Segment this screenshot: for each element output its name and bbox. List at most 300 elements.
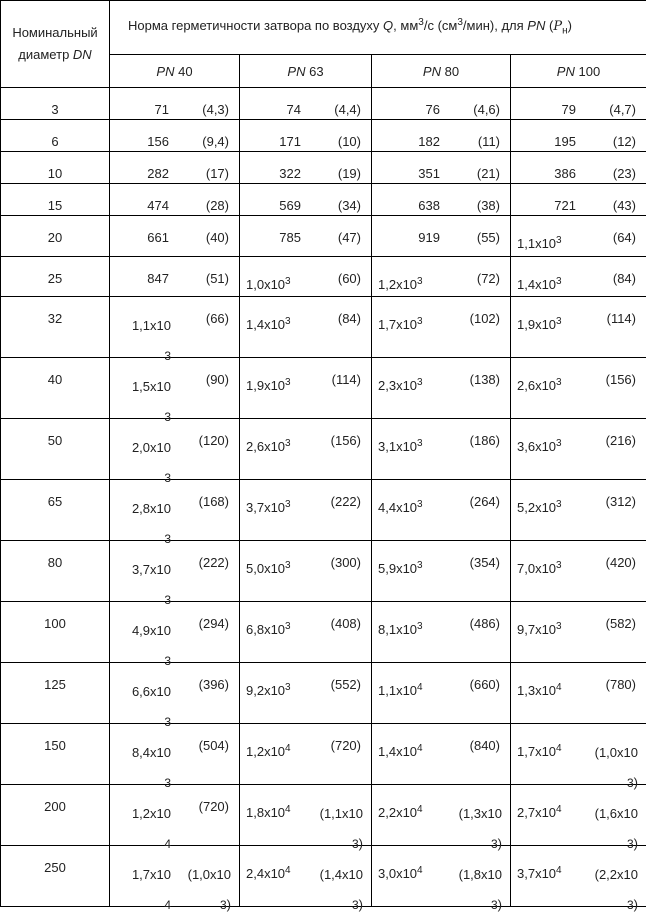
dn-cell: 3 <box>1 88 110 120</box>
cm3-value-mantissa: (2,2x10 <box>595 867 638 882</box>
cm3-value-exponent: 3 <box>627 898 634 912</box>
value-cell <box>372 541 511 602</box>
mm3-value: 721 <box>554 198 576 213</box>
value-cell <box>372 602 511 663</box>
mm3-value <box>246 277 291 292</box>
value-cell <box>110 184 240 216</box>
mm3-value <box>378 683 423 698</box>
value-cell <box>240 541 372 602</box>
value-cell <box>240 257 372 297</box>
cm3-value: (55) <box>477 230 500 245</box>
header-row <box>1 1 646 55</box>
value-cell <box>240 120 372 152</box>
table-row <box>1 663 646 724</box>
p-sub: н <box>562 26 568 37</box>
mm3-value-mantissa: 2,6x10 <box>517 378 556 393</box>
norm-header <box>110 1 646 55</box>
cm3-value-close: ) <box>634 775 638 790</box>
value-cell <box>372 184 511 216</box>
cm3-value: (19) <box>338 166 361 181</box>
mm3-value: 182 <box>418 134 440 149</box>
mm3-value-exponent: 3 <box>285 316 291 327</box>
value-cell <box>240 785 372 846</box>
mm3-value-exponent: 4 <box>417 804 423 815</box>
value-cell <box>511 120 646 152</box>
mm3-value-exponent: 3 <box>556 560 562 571</box>
cm3-value-close: ) <box>359 897 363 912</box>
dn-cell: 200 <box>1 785 110 846</box>
mm3-value-mantissa: 4,9x10 <box>132 623 171 638</box>
mm3-value-mantissa: 1,1x10 <box>378 683 417 698</box>
mm3-value-mantissa: 1,7x10 <box>378 317 417 332</box>
cm3-value: (51) <box>206 271 229 286</box>
value-cell <box>511 184 646 216</box>
cm3-value-mantissa: (1,8x10 <box>459 867 502 882</box>
mm3-value: 569 <box>279 198 301 213</box>
table-body <box>1 88 646 907</box>
cm3-value-mantissa: (1,3x10 <box>459 806 502 821</box>
value-cell <box>372 663 511 724</box>
mm3-value-mantissa: 1,2x10 <box>132 806 171 821</box>
value-cell <box>240 419 372 480</box>
mm3-value-exponent: 3 <box>417 276 423 287</box>
table-row <box>1 216 646 257</box>
cm3-value: (23) <box>613 166 636 181</box>
unit-b: /с (см <box>424 18 458 33</box>
cm3-value: (222) <box>331 494 361 509</box>
mm3-value-mantissa: 9,2x10 <box>246 683 285 698</box>
cm3-value: (720) <box>199 799 229 814</box>
mm3-value-exponent: 3 <box>556 438 562 449</box>
mm3-value-exponent: 3 <box>164 654 171 668</box>
mm3-value-mantissa: 1,7x10 <box>132 867 171 882</box>
mm3-value: 322 <box>279 166 301 181</box>
mm3-value-mantissa: 2,2x10 <box>378 805 417 820</box>
mm3-value-exponent: 3 <box>164 532 171 546</box>
cm3-value: (4,7) <box>609 102 636 117</box>
mm3-value-mantissa: 2,7x10 <box>517 805 556 820</box>
pn-col-value: 63 <box>309 64 323 79</box>
table-row <box>1 419 646 480</box>
pn-col-symbol: PN <box>156 64 174 79</box>
mm3-value-mantissa: 8,1x10 <box>378 622 417 637</box>
mm3-value-exponent: 3 <box>556 235 562 246</box>
mm3-value-mantissa: 1,0x10 <box>246 277 285 292</box>
mm3-value-exponent: 3 <box>556 316 562 327</box>
pn-col-symbol: PN <box>423 64 441 79</box>
value-cell <box>372 152 511 184</box>
pn-col-value: 80 <box>445 64 459 79</box>
pn-col-symbol: PN <box>287 64 305 79</box>
value-cell <box>240 724 372 785</box>
cm3-value-close: ) <box>227 897 231 912</box>
mm3-value: 74 <box>287 102 301 117</box>
mm3-value-exponent: 3 <box>417 438 423 449</box>
mm3-value <box>517 378 562 393</box>
table-row <box>1 785 646 846</box>
value-cell <box>110 663 240 724</box>
cm3-value <box>315 860 363 920</box>
mm3-value <box>246 439 291 454</box>
cm3-value: (60) <box>338 271 361 286</box>
value-cell <box>240 663 372 724</box>
mm3-value-exponent: 4 <box>285 743 291 754</box>
mm3-value-exponent: 4 <box>556 682 562 693</box>
mm3-value-mantissa: 6,8x10 <box>246 622 285 637</box>
value-cell <box>110 724 240 785</box>
dn-header <box>1 1 110 88</box>
p-paren-close: ) <box>568 18 572 33</box>
cm3-value: (396) <box>199 677 229 692</box>
mm3-value-mantissa: 2,3x10 <box>378 378 417 393</box>
mm3-value <box>378 500 423 515</box>
cm3-value <box>590 860 638 920</box>
cm3-value: (21) <box>477 166 500 181</box>
mm3-value-mantissa: 4,4x10 <box>378 500 417 515</box>
mm3-value <box>378 622 423 637</box>
cm3-value-exponent: 3 <box>627 837 634 851</box>
value-cell <box>110 602 240 663</box>
mm3-value-exponent: 3 <box>285 276 291 287</box>
value-cell <box>511 785 646 846</box>
pn-col-symbol: PN <box>557 64 575 79</box>
dn-cell: 6 <box>1 120 110 152</box>
value-cell <box>511 358 646 419</box>
mm3-value <box>378 866 423 881</box>
dn-cell: 25 <box>1 257 110 297</box>
table-row <box>1 88 646 120</box>
mm3-value: 282 <box>147 166 169 181</box>
table-row <box>1 846 646 907</box>
mm3-value: 79 <box>562 102 576 117</box>
value-cell <box>240 184 372 216</box>
mm3-value-exponent: 4 <box>164 898 171 912</box>
mm3-value-mantissa: 2,6x10 <box>246 439 285 454</box>
cm3-value: (408) <box>331 616 361 631</box>
mm3-value: 171 <box>279 134 301 149</box>
cm3-value-close: ) <box>634 897 638 912</box>
mm3-value-exponent: 4 <box>556 743 562 754</box>
value-cell <box>372 120 511 152</box>
cm3-value: (294) <box>199 616 229 631</box>
mm3-value-mantissa: 9,7x10 <box>517 622 556 637</box>
unit-a: , мм <box>393 18 418 33</box>
cm3-value: (186) <box>470 433 500 448</box>
mm3-value-exponent: 4 <box>556 804 562 815</box>
cm3-value-exponent: 3 <box>491 898 498 912</box>
value-cell <box>110 419 240 480</box>
table-row <box>1 257 646 297</box>
cm3-value: (72) <box>477 271 500 286</box>
value-cell <box>110 216 240 257</box>
mm3-value-mantissa: 1,8x10 <box>246 805 285 820</box>
table-row <box>1 358 646 419</box>
cm3-value: (552) <box>331 677 361 692</box>
value-cell <box>240 216 372 257</box>
value-cell <box>511 663 646 724</box>
cm3-value: (12) <box>613 134 636 149</box>
mm3-value-exponent: 4 <box>285 804 291 815</box>
mm3-value-exponent: 3 <box>285 621 291 632</box>
cm3-value: (720) <box>331 738 361 753</box>
mm3-value-exponent: 3 <box>164 593 171 607</box>
mm3-value-exponent: 3 <box>285 682 291 693</box>
cm3-value: (354) <box>470 555 500 570</box>
mm3-value <box>517 744 562 759</box>
dn-cell: 150 <box>1 724 110 785</box>
value-cell <box>110 785 240 846</box>
mm3-value <box>246 378 291 393</box>
mm3-value <box>517 439 562 454</box>
dn-cell: 20 <box>1 216 110 257</box>
value-cell <box>110 846 240 907</box>
q-symbol: Q <box>383 18 393 33</box>
value-cell <box>511 257 646 297</box>
mm3-value-mantissa: 3,0x10 <box>378 866 417 881</box>
value-cell <box>110 480 240 541</box>
value-cell <box>110 358 240 419</box>
mm3-value-mantissa: 1,2x10 <box>378 277 417 292</box>
mm3-value-exponent: 4 <box>285 865 291 876</box>
value-cell <box>511 419 646 480</box>
cm3-value-mantissa: (1,4x10 <box>320 867 363 882</box>
mm3-value <box>517 500 562 515</box>
cm3-value: (90) <box>206 372 229 387</box>
cm3-value: (312) <box>606 494 636 509</box>
cm3-value: (38) <box>477 198 500 213</box>
value-cell <box>511 297 646 358</box>
cm3-value: (40) <box>206 230 229 245</box>
mm3-value-mantissa: 1,9x10 <box>517 317 556 332</box>
dn-cell: 50 <box>1 419 110 480</box>
cm3-value-mantissa: (1,0x10 <box>595 745 638 760</box>
cm3-value: (486) <box>470 616 500 631</box>
mm3-value <box>246 317 291 332</box>
mm3-value-mantissa: 1,1x10 <box>517 236 556 251</box>
mm3-value: 156 <box>147 134 169 149</box>
mm3-value <box>127 860 171 920</box>
mm3-value: 847 <box>147 271 169 286</box>
mm3-value-exponent: 3 <box>417 316 423 327</box>
cm3-value: (84) <box>613 271 636 286</box>
mm3-value <box>517 561 562 576</box>
cm3-value: (156) <box>606 372 636 387</box>
cm3-value: (300) <box>331 555 361 570</box>
value-cell <box>511 88 646 120</box>
mm3-value-exponent: 3 <box>164 715 171 729</box>
pn-col-header <box>372 55 511 88</box>
mm3-value: 76 <box>426 102 440 117</box>
dn-cell: 40 <box>1 358 110 419</box>
mm3-value: 71 <box>155 102 169 117</box>
cm3-value: (9,4) <box>202 134 229 149</box>
table-row <box>1 480 646 541</box>
cm3-value-exponent: 3 <box>220 898 227 912</box>
dn-cell: 32 <box>1 297 110 358</box>
mm3-value <box>246 500 291 515</box>
cm3-value-exponent: 3 <box>352 837 359 851</box>
value-cell <box>240 602 372 663</box>
mm3-value <box>517 805 562 820</box>
mm3-value-exponent: 3 <box>164 471 171 485</box>
mm3-value-exponent: 3 <box>556 276 562 287</box>
mm3-value <box>246 866 291 881</box>
mm3-value-mantissa: 1,7x10 <box>517 744 556 759</box>
cm3-value-close: ) <box>634 836 638 851</box>
cm3-value: (10) <box>338 134 361 149</box>
dn-cell: 250 <box>1 846 110 907</box>
mm3-value-mantissa: 1,9x10 <box>246 378 285 393</box>
mm3-value-mantissa: 3,6x10 <box>517 439 556 454</box>
mm3-value <box>378 561 423 576</box>
mm3-value <box>378 317 423 332</box>
mm3-value <box>246 561 291 576</box>
dn-cell: 125 <box>1 663 110 724</box>
dn-cell: 80 <box>1 541 110 602</box>
mm3-value <box>378 805 423 820</box>
cm3-value: (264) <box>470 494 500 509</box>
cm3-value: (216) <box>606 433 636 448</box>
cm3-value: (43) <box>613 198 636 213</box>
mm3-value-exponent: 3 <box>164 776 171 790</box>
pn-col-value: 100 <box>578 64 600 79</box>
table-row <box>1 120 646 152</box>
cm3-value: (138) <box>470 372 500 387</box>
value-cell <box>372 88 511 120</box>
mm3-value-mantissa: 3,1x10 <box>378 439 417 454</box>
mm3-value-mantissa: 2,8x10 <box>132 501 171 516</box>
dn-header-symbol: DN <box>73 47 92 62</box>
dn-header-line1: Номинальный <box>12 25 97 40</box>
value-cell <box>110 120 240 152</box>
mm3-value-mantissa: 2,0x10 <box>132 440 171 455</box>
p-symbol: P <box>553 19 562 34</box>
mm3-value-mantissa: 1,2x10 <box>246 744 285 759</box>
cm3-value <box>183 860 231 920</box>
mm3-value-exponent: 3 <box>417 621 423 632</box>
mm3-value-mantissa: 8,4x10 <box>132 745 171 760</box>
cm3-value: (120) <box>199 433 229 448</box>
value-cell <box>110 541 240 602</box>
mm3-value <box>246 805 291 820</box>
pn-col-header <box>511 55 646 88</box>
value-cell <box>240 88 372 120</box>
mm3-value: 195 <box>554 134 576 149</box>
cm3-value: (34) <box>338 198 361 213</box>
cm3-value: (420) <box>606 555 636 570</box>
mm3-value-exponent: 3 <box>285 438 291 449</box>
mm3-value-mantissa: 5,2x10 <box>517 500 556 515</box>
cm3-value: (114) <box>607 311 636 326</box>
cm3-value: (4,4) <box>334 102 361 117</box>
mm3-value-exponent: 4 <box>164 837 171 851</box>
mm3-value-exponent: 3 <box>164 349 171 363</box>
value-cell <box>511 541 646 602</box>
mm3-value-exponent: 3 <box>556 621 562 632</box>
value-cell <box>511 724 646 785</box>
cm3-value: (168) <box>199 494 229 509</box>
value-cell <box>511 480 646 541</box>
value-cell <box>110 297 240 358</box>
cm3-value: (660) <box>470 677 500 692</box>
cm3-value-exponent: 3 <box>491 837 498 851</box>
value-cell <box>511 602 646 663</box>
value-cell <box>372 785 511 846</box>
value-cell <box>511 846 646 907</box>
unit-c: /мин), для <box>463 18 524 33</box>
cm3-value: (47) <box>338 230 361 245</box>
table-row <box>1 724 646 785</box>
pn-col-value: 40 <box>178 64 192 79</box>
cm3-value: (114) <box>332 372 361 387</box>
mm3-value <box>517 277 562 292</box>
value-cell <box>372 216 511 257</box>
pn-col-header <box>110 55 240 88</box>
cm3-value-close: ) <box>498 897 502 912</box>
mm3-value <box>378 378 423 393</box>
mm3-value-exponent: 3 <box>556 499 562 510</box>
dn-cell: 10 <box>1 152 110 184</box>
mm3-value-exponent: 3 <box>417 377 423 388</box>
mm3-value-exponent: 3 <box>417 560 423 571</box>
cm3-value-mantissa: (1,1x10 <box>320 806 363 821</box>
dn-cell: 15 <box>1 184 110 216</box>
value-cell <box>240 358 372 419</box>
mm3-value: 638 <box>418 198 440 213</box>
cm3-value-mantissa: (1,0x10 <box>188 867 231 882</box>
cm3-value: (156) <box>331 433 361 448</box>
mm3-value <box>378 744 423 759</box>
mm3-value: 785 <box>279 230 301 245</box>
cm3-value-mantissa: (1,6x10 <box>595 806 638 821</box>
mm3-value-exponent: 3 <box>417 499 423 510</box>
mm3-value-mantissa: 5,0x10 <box>246 561 285 576</box>
cm3-value: (4,6) <box>473 102 500 117</box>
dn-header-line2: диаметр <box>18 47 69 62</box>
mm3-value <box>378 439 423 454</box>
p-paren-open: ( <box>545 18 553 33</box>
cm3-value: (582) <box>606 616 636 631</box>
value-cell <box>372 297 511 358</box>
value-cell <box>511 152 646 184</box>
mm3-value-mantissa: 7,0x10 <box>517 561 556 576</box>
table-row <box>1 602 646 663</box>
mm3-value: 474 <box>147 198 169 213</box>
mm3-value-exponent: 3 <box>164 410 171 424</box>
mm3-value-mantissa: 3,7x10 <box>517 866 556 881</box>
value-cell <box>240 846 372 907</box>
mm3-value <box>378 277 423 292</box>
mm3-value <box>517 683 562 698</box>
table-row <box>1 152 646 184</box>
mm3-value: 919 <box>418 230 440 245</box>
mm3-value-exponent: 3 <box>285 499 291 510</box>
cm3-value: (840) <box>470 738 500 753</box>
value-cell <box>240 297 372 358</box>
mm3-value <box>246 622 291 637</box>
cm3-value: (4,3) <box>202 102 229 117</box>
norm-prefix: Норма герметичности затвора по воздуху <box>128 18 379 33</box>
pn-col-header <box>240 55 372 88</box>
dn-cell: 65 <box>1 480 110 541</box>
mm3-value <box>517 866 562 881</box>
mm3-value-mantissa: 3,7x10 <box>132 562 171 577</box>
cm3-value: (504) <box>199 738 229 753</box>
mm3-value-exponent: 4 <box>556 865 562 876</box>
mm3-value-mantissa: 6,6x10 <box>132 684 171 699</box>
mm3-value-exponent: 3 <box>556 377 562 388</box>
cm3-value-close: ) <box>359 836 363 851</box>
